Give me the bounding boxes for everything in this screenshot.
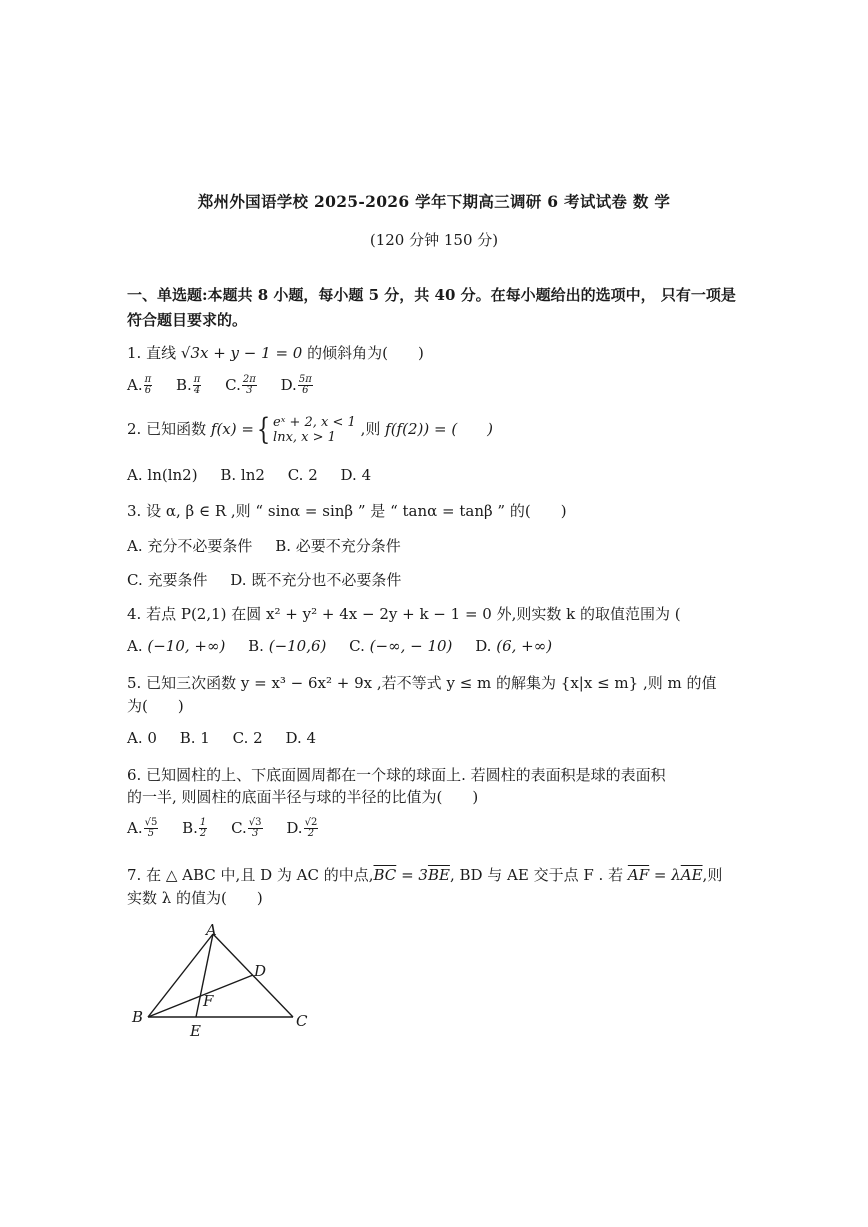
vector-bc: $\overline{BC}$ [373, 866, 397, 884]
question-5-stem-line1: 5. 已知三次函数 y = x³ − 6x² + 9x ,若不等式 y ≤ m 的解集为 {x|x ≤ m} ,则 m 的值 [127, 674, 717, 692]
option-d[interactable]: D. 4 [340, 466, 372, 484]
option-d[interactable]: D. $\frac{5\pi}{6}$ [280, 374, 312, 396]
option-c[interactable]: C. $\frac{2\pi}{3}$ [225, 374, 256, 396]
option-b[interactable]: B. 1 [179, 729, 210, 747]
question-5-options [127, 729, 334, 747]
question-2-options [127, 466, 389, 484]
option-c[interactable]: C. 充要条件 [127, 571, 208, 589]
exam-subtitle: (120 分钟 150 分) [369, 231, 499, 249]
left-brace: { [256, 412, 271, 447]
label-b: B [132, 1008, 144, 1026]
option-b[interactable]: B. (−10,6) [248, 637, 327, 655]
option-a[interactable]: A. $\frac{√5}{5}$ [127, 817, 158, 839]
option-a[interactable]: A. $\frac{\pi}{6}$ [127, 374, 152, 396]
option-a[interactable]: A. ln(ln2) [127, 466, 198, 484]
option-a[interactable]: A. 充分不必要条件 [127, 537, 253, 555]
option-c[interactable]: C. 2 [287, 466, 318, 484]
question-6-stem-line2: 的一半, 则圆柱的底面半径与球的半径的比值为( ) [127, 788, 479, 806]
piecewise-cases: eˣ + 2, x < 1 lnx, x > 1 [273, 415, 356, 445]
question-1-stem: 1. 直线 √3x + y − 1 = 0 的倾斜角为( ) [127, 344, 424, 362]
label-e: E [190, 1022, 201, 1040]
question-7-stem-line2: 实数 λ 的值为( ) [127, 889, 263, 907]
question-1-options [127, 375, 332, 396]
option-a[interactable]: A. 0 [127, 729, 157, 747]
option-c[interactable]: C. 2 [232, 729, 263, 747]
option-d[interactable]: D. 既不充分也不必要条件 [230, 571, 402, 589]
label-f: F [203, 992, 214, 1010]
option-b[interactable]: B. $\frac{1}{2}$ [182, 817, 207, 839]
question-6-options [127, 818, 337, 839]
option-b[interactable]: B. ln2 [220, 466, 265, 484]
label-a: A [206, 921, 217, 939]
option-b[interactable]: B. $\frac{\pi}{4}$ [175, 374, 201, 396]
question-4-stem: 4. 若点 P(2,1) 在圆 x² + y² + 4x − 2y + k − 1 = 0 外,则实数 k 的取值范围为 ( [127, 605, 681, 623]
question-4-options [127, 637, 570, 655]
option-a[interactable]: A. (−10, +∞) [127, 637, 226, 655]
vector-af: $\overline{AF}$ [627, 866, 650, 884]
question-6-stem-line1: 6. 已知圆柱的上、下底面圆周都在一个球的球面上. 若圆柱的表面积是球的表面积 [127, 766, 666, 784]
question-3-options-row2 [127, 569, 419, 590]
option-d[interactable]: D. (6, +∞) [475, 637, 553, 655]
question-2-stem: 2. 已知函数 f(x) ={ eˣ + 2, x < 1 lnx, x > 1 ,则 f(f(2)) = ( ) [127, 412, 494, 447]
exam-title: 郑州外国语学校 2025-2026 学年下期高三调研 6 考试试卷 数 学 [197, 192, 671, 211]
question-7-stem-line1: 7. 在 △ ABC 中,且 D 为 AC 的中点$,\overline{BC} = 3\overline{BE}$, BD 与 AE 交于点 F . 若 $\overline{AF} = \lambda\overline{AE}$,则 [127, 866, 723, 884]
question-3-stem: 3. 设 α, β ∈ R ,则 “ sinα = sinβ ” 是 “ tanα = tanβ ” 的( ) [127, 502, 567, 520]
option-d[interactable]: D. $\frac{√2}{2}$ [286, 817, 318, 839]
section-heading: 一、单选题:本题共 8 小题，每小题 5 分，共 40 分。在每小题给出的选项中， 只有一项是符合题目要求的。 [127, 286, 736, 329]
vector-be: $\overline{BE}$ [427, 866, 450, 884]
question-3-options-row1 [127, 535, 419, 556]
question-5-stem-line2: 为( ) [127, 697, 184, 715]
option-b[interactable]: B. 必要不充分条件 [275, 537, 401, 555]
label-d: D [254, 962, 267, 980]
option-d[interactable]: D. 4 [285, 729, 317, 747]
triangle-figure [128, 920, 328, 1045]
option-c[interactable]: C. $\frac{√3}{3}$ [231, 817, 262, 839]
label-c: C [296, 1012, 308, 1030]
question-1-equation: √3x + y − 1 = 0 [180, 344, 303, 362]
option-c[interactable]: C. (−∞, − 10) [349, 637, 453, 655]
vector-ae: $\overline{AE}$ [680, 866, 703, 884]
